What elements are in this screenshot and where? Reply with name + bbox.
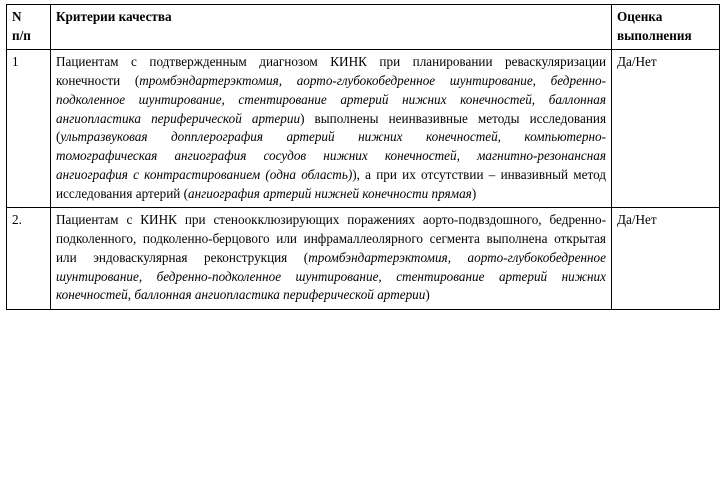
- column-header-number-line1: N: [12, 9, 22, 24]
- column-header-number: [7, 5, 51, 50]
- row-number: 1: [7, 50, 51, 208]
- row-mark: Да/Нет: [612, 208, 720, 310]
- table-header-row: [7, 5, 720, 50]
- row-number: 2.: [7, 208, 51, 310]
- column-header-mark-line2: выполнения: [617, 27, 692, 43]
- row-criteria-text: Пациентам с КИНК при стеноокклюзирующих поражениях аорто-подвздошного, бедренно-подколенного, подколенно-берцового или инфрамаллеолярного сегмента выполнена открытая или эндоваскулярная реконструкция (тромбэндартерэктомия, аорто-глубокобедренное шунтирование, бедренно-подколенное шунтирование, стентирование артерий нижних конечностей, баллонная ангиопластика периферической артерии): [51, 208, 612, 310]
- row-criteria-text: Пациентам с подтвержденным диагнозом КИНК при планировании реваскуляризации конечности (тромбэндартерэктомия, аорто-глубокобедренное шунтирование, бедренно-подколенное шунтирование, стентирование артерий нижних конечностей, баллонная ангиопластика периферической артерии) выполнены неинвазивные методы исследования (ультразвуковая допплерография артерий нижних конечностей, компьютерно-томографическая ангиография сосудов нижних конечностей, магнитно-резонансная ангиография с контрастированием (одна область)), а при их отсутствии – инвазивный метод исследования артерий (ангиография артерий нижней конечности прямая): [51, 50, 612, 208]
- column-header-mark-line1: Оценка: [617, 9, 663, 24]
- column-header-criteria: Критерии качества: [51, 5, 612, 50]
- table-row: [7, 50, 720, 208]
- column-header-mark: [612, 5, 720, 50]
- column-header-number-line2: п/п: [12, 27, 31, 43]
- table-body: [7, 50, 720, 310]
- quality-criteria-table: [6, 4, 720, 310]
- row-mark: Да/Нет: [612, 50, 720, 208]
- table-row: [7, 208, 720, 310]
- table-header: [7, 5, 720, 50]
